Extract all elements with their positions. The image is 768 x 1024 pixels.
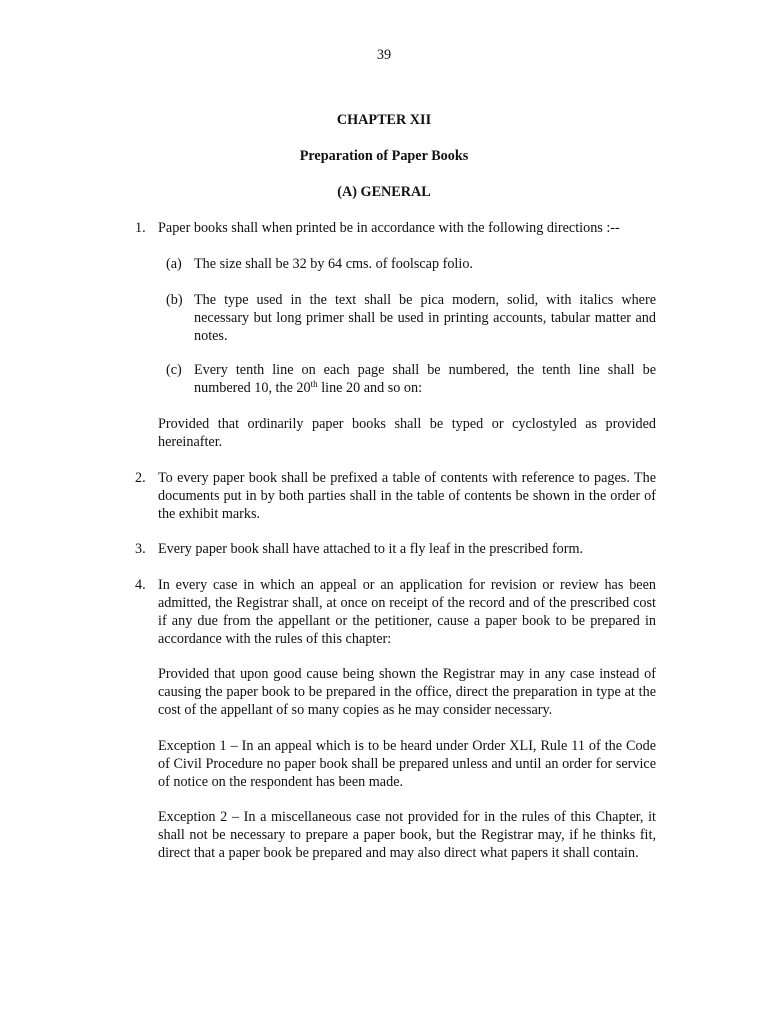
rule-number: 2. xyxy=(135,470,146,486)
clause-a-text xyxy=(194,255,656,273)
rule-4-proviso xyxy=(158,665,656,719)
rule-4-exception-1 xyxy=(158,737,656,791)
rule-1-text xyxy=(158,219,656,237)
rule-4-text xyxy=(158,576,656,648)
clause-label: (b) xyxy=(166,292,183,308)
rule-1-proviso xyxy=(158,415,656,451)
proviso-text: Provided that ordinarily paper books shall be typed or cyclostyled as provided hereinafter. xyxy=(158,416,656,450)
rule-3-text xyxy=(158,540,656,558)
clause-text: The size shall be 32 by 64 cms. of foolscap folio. xyxy=(194,256,473,272)
rule-text: In every case in which an appeal or an application for revision or review has been admitted, the Registrar shall, at once on receipt of the record and of the prescribed cost if any due from the appellant or the petitioner, cause a paper book to be prepared in accordance with the rules of this chapter: xyxy=(158,577,656,647)
clause-c-text xyxy=(194,361,656,397)
rule-text: Paper books shall when printed be in accordance with the following directions :-- xyxy=(158,220,620,236)
clause-b-text xyxy=(194,291,656,345)
clause-text-part: line 20 and so on: xyxy=(317,380,423,396)
page-number: 39 xyxy=(376,47,392,63)
chapter-title: Preparation of Paper Books xyxy=(299,148,469,164)
ordinal-superscript: th xyxy=(310,379,318,389)
section-heading: (A) GENERAL xyxy=(337,184,431,200)
rule-text: Every paper book shall have attached to it a fly leaf in the prescribed form. xyxy=(158,541,584,557)
rule-number: 1. xyxy=(135,220,146,236)
rule-number: 4. xyxy=(135,577,146,593)
rule-2-text xyxy=(158,469,656,523)
clause-text xyxy=(194,361,656,397)
rule-4-exception-2 xyxy=(158,808,656,862)
clause-label: (a) xyxy=(166,256,182,272)
exception-text: Exception 2 – In a miscellaneous case not provided for in the rules of this Chapter, it shall not be necessary to prepare a paper book, but the Registrar may, if he thinks fit, direct that a paper book be prepared and may also direct what papers it shall contain. xyxy=(158,809,656,861)
rule-text: To every paper book shall be prefixed a table of contents with reference to pages. The documents put in by both parties shall in the table of contents be shown in the order of the exhibit marks. xyxy=(158,470,656,522)
clause-label: (c) xyxy=(166,362,182,378)
clause-text: The type used in the text shall be pica modern, solid, with italics where necessary but long primer shall be used in printing accounts, tabular matter and notes. xyxy=(194,292,656,344)
clause-text-part: Every tenth line on each page shall be numbered, the tenth line shall be numbered 10, the 20 xyxy=(194,362,656,396)
rule-number: 3. xyxy=(135,541,146,557)
proviso-text: Provided that upon good cause being shown the Registrar may in any case instead of causing the paper book to be prepared in the office, direct the preparation in type at the cost of the appellant of so many copies as he may consider necessary. xyxy=(158,666,656,718)
exception-text: Exception 1 – In an appeal which is to be heard under Order XLI, Rule 11 of the Code of Civil Procedure no paper book shall be prepared unless and until an order for service of notice on the respondent has been made. xyxy=(158,738,656,790)
chapter-heading: CHAPTER XII xyxy=(336,112,432,128)
